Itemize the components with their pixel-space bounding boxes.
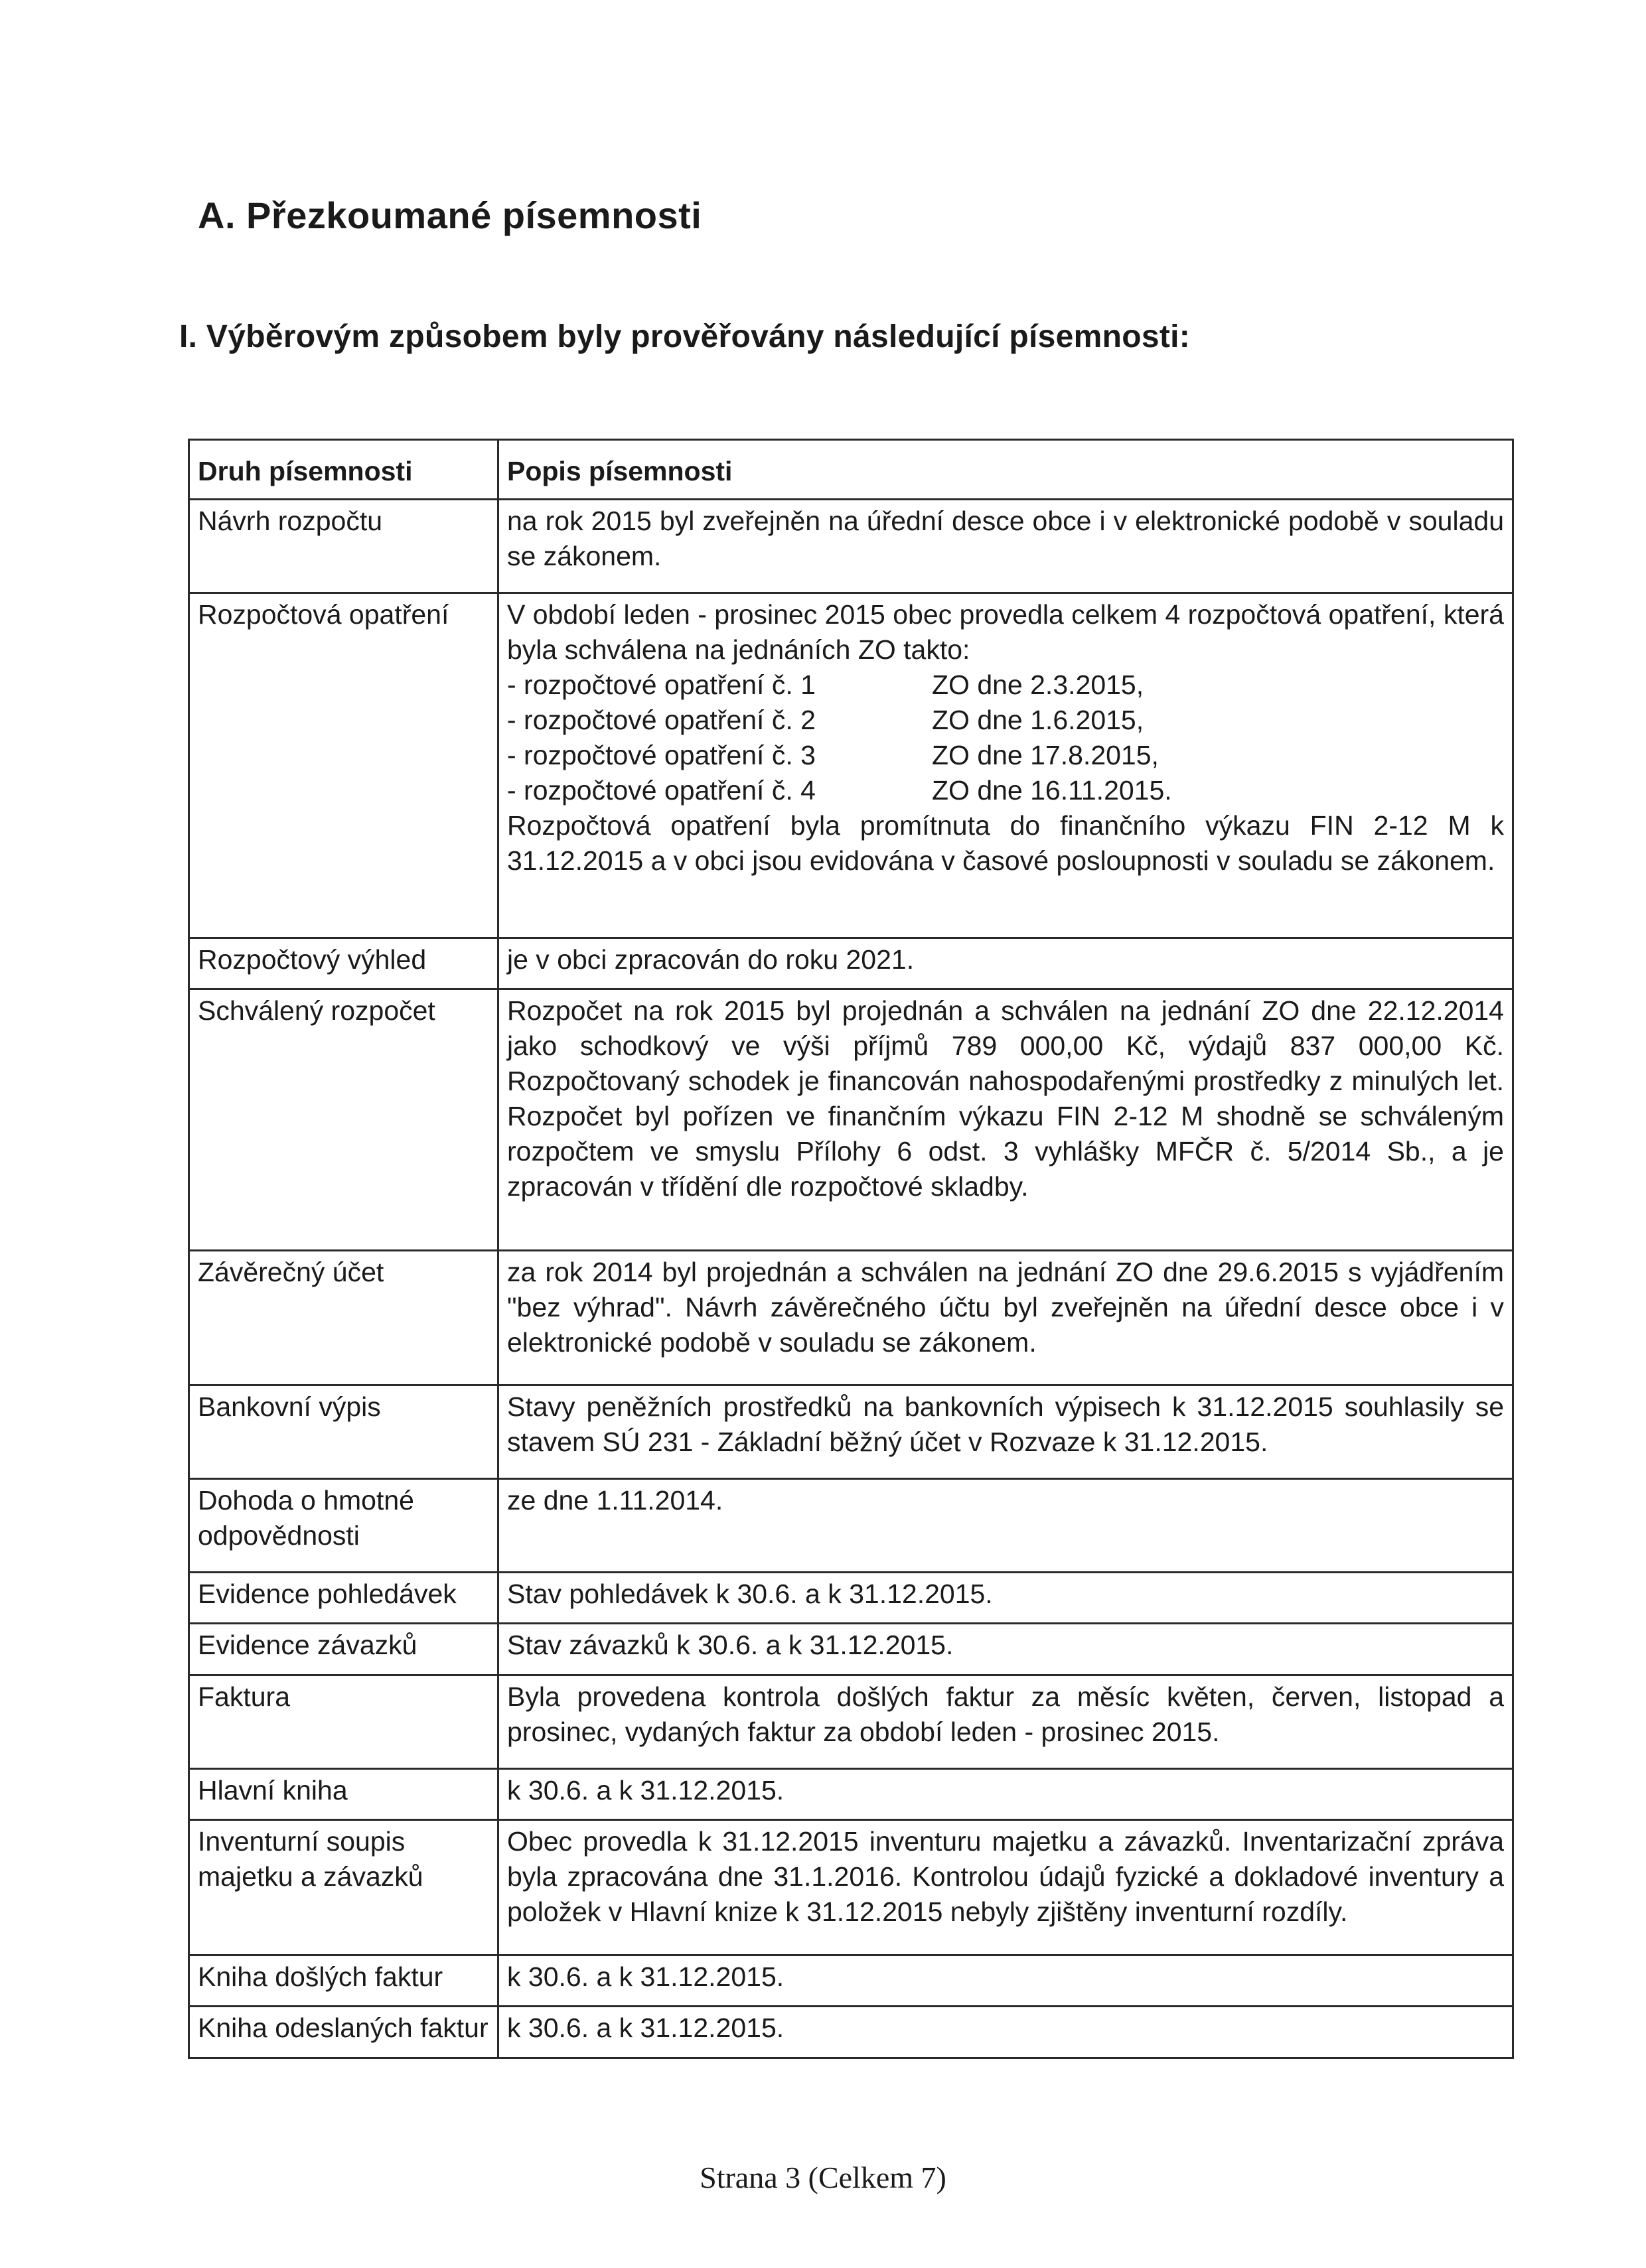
- row-type: Evidence závazků: [189, 1624, 498, 1675]
- budget-measures-intro: V období leden - prosinec 2015 obec provedla celkem 4 rozpočtová opatření, která byla schválena na jednáních ZO takto:: [507, 599, 1504, 665]
- row-type: Kniha odeslaných faktur: [189, 2007, 498, 2058]
- row-type: Návrh rozpočtu: [189, 500, 498, 593]
- documents-table: [188, 439, 1514, 2059]
- row-type: Faktura: [189, 1675, 498, 1768]
- row-description: na rok 2015 byl zveřejněn na úřední desce obce i v elektronické podobě v souladu se zákonem.: [498, 500, 1513, 593]
- budget-measure-date: ZO dne 16.11.2015.: [932, 774, 1172, 806]
- row-type: Evidence pohledávek: [189, 1572, 498, 1624]
- row-type: Rozpočtový výhled: [189, 938, 498, 989]
- table-row: [189, 1820, 1513, 1955]
- row-description: [498, 593, 1513, 938]
- table-row: [189, 500, 1513, 593]
- table-row: [189, 989, 1513, 1250]
- budget-measure-label: - rozpočtové opatření č. 1: [507, 669, 816, 700]
- budget-measure-label: - rozpočtové opatření č. 3: [507, 739, 816, 770]
- table-row: [189, 1768, 1513, 1820]
- row-description: k 30.6. a k 31.12.2015.: [498, 1955, 1513, 2007]
- row-description: Rozpočet na rok 2015 byl projednán a schválen na jednání ZO dne 22.12.2014 jako schodkový ve výši příjmů 789 000,00 Kč, výdajů 837 000,00 Kč. Rozpočtovaný schodek je financován nahospodařenými prostředky z minulých let. Rozpočet byl pořízen ve finančním výkazu FIN 2-12 M shodně se schváleným rozpočtem ve smyslu Přílohy 6 odst. 3 vyhlášky MFČR č. 5/2014 Sb., a je zpracován v třídění dle rozpočtové skladby.: [498, 989, 1513, 1250]
- row-type: Dohoda o hmotné odpovědnosti: [189, 1479, 498, 1573]
- row-type: Schválený rozpočet: [189, 989, 498, 1250]
- subsection-title: I. Výběrovým způsobem byly prověřovány následující písemnosti:: [179, 319, 1191, 354]
- budget-measure-date: ZO dne 17.8.2015,: [932, 739, 1159, 770]
- table-header-row: [189, 440, 1513, 500]
- row-description: k 30.6. a k 31.12.2015.: [498, 2007, 1513, 2058]
- budget-measure-item: [507, 703, 1504, 738]
- table-row: [189, 593, 1513, 938]
- page-footer: Strana 3 (Celkem 7): [700, 2161, 946, 2194]
- budget-measure-date: ZO dne 1.6.2015,: [932, 704, 1144, 735]
- budget-measure-item: [507, 773, 1504, 808]
- table-row: [189, 938, 1513, 989]
- table-row: [189, 1624, 1513, 1675]
- table-row: [189, 1955, 1513, 2007]
- row-type: Závěrečný účet: [189, 1250, 498, 1385]
- row-description: je v obci zpracován do roku 2021.: [498, 938, 1513, 989]
- table-row: [189, 1385, 1513, 1479]
- header-document-description: Popis písemnosti: [498, 440, 1513, 500]
- section-title: A. Přezkoumané písemnosti: [198, 194, 702, 236]
- row-type: Bankovní výpis: [189, 1385, 498, 1479]
- table-row: [189, 2007, 1513, 2058]
- row-type: Hlavní kniha: [189, 1768, 498, 1820]
- row-type: Inventurní soupis majetku a závazků: [189, 1820, 498, 1955]
- budget-measures-summary: Rozpočtová opatření byla promítnuta do finančního výkazu FIN 2-12 M k 31.12.2015 a v obci jsou evidována v časové posloupnosti v souladu se zákonem.: [507, 810, 1504, 876]
- row-description: k 30.6. a k 31.12.2015.: [498, 1768, 1513, 1820]
- table-row: [189, 1479, 1513, 1573]
- budget-measure-label: - rozpočtové opatření č. 2: [507, 704, 816, 735]
- row-description: Obec provedla k 31.12.2015 inventuru majetku a závazků. Inventarizační zpráva byla zpracována dne 31.1.2016. Kontrolou údajů fyzické a dokladové inventury a položek v Hlavní knize k 31.12.2015 nebyly zjištěny inventurní rozdíly.: [498, 1820, 1513, 1955]
- row-description: Byla provedena kontrola došlých faktur za měsíc květen, červen, listopad a prosinec, vydaných faktur za období leden - prosinec 2015.: [498, 1675, 1513, 1768]
- budget-measure-label: - rozpočtové opatření č. 4: [507, 774, 816, 806]
- table-row: [189, 1250, 1513, 1385]
- row-description: Stav závazků k 30.6. a k 31.12.2015.: [498, 1624, 1513, 1675]
- row-type: Rozpočtová opatření: [189, 593, 498, 938]
- row-description: za rok 2014 byl projednán a schválen na jednání ZO dne 29.6.2015 s vyjádřením "bez výhrad". Návrh závěrečného účtu byl zveřejněn na úřední desce obce i v elektronické podobě v souladu se zákonem.: [498, 1250, 1513, 1385]
- row-description: ze dne 1.11.2014.: [498, 1479, 1513, 1573]
- budget-measure-item: [507, 738, 1504, 773]
- budget-measure-date: ZO dne 2.3.2015,: [932, 669, 1144, 700]
- row-description: Stavy peněžních prostředků na bankovních výpisech k 31.12.2015 souhlasily se stavem SÚ 231 - Základní běžný účet v Rozvaze k 31.12.2015.: [498, 1385, 1513, 1479]
- row-type: Kniha došlých faktur: [189, 1955, 498, 2007]
- header-document-type: Druh písemnosti: [189, 440, 498, 500]
- table-row: [189, 1572, 1513, 1624]
- table-row: [189, 1675, 1513, 1768]
- budget-measure-item: [507, 668, 1504, 703]
- row-description: Stav pohledávek k 30.6. a k 31.12.2015.: [498, 1572, 1513, 1624]
